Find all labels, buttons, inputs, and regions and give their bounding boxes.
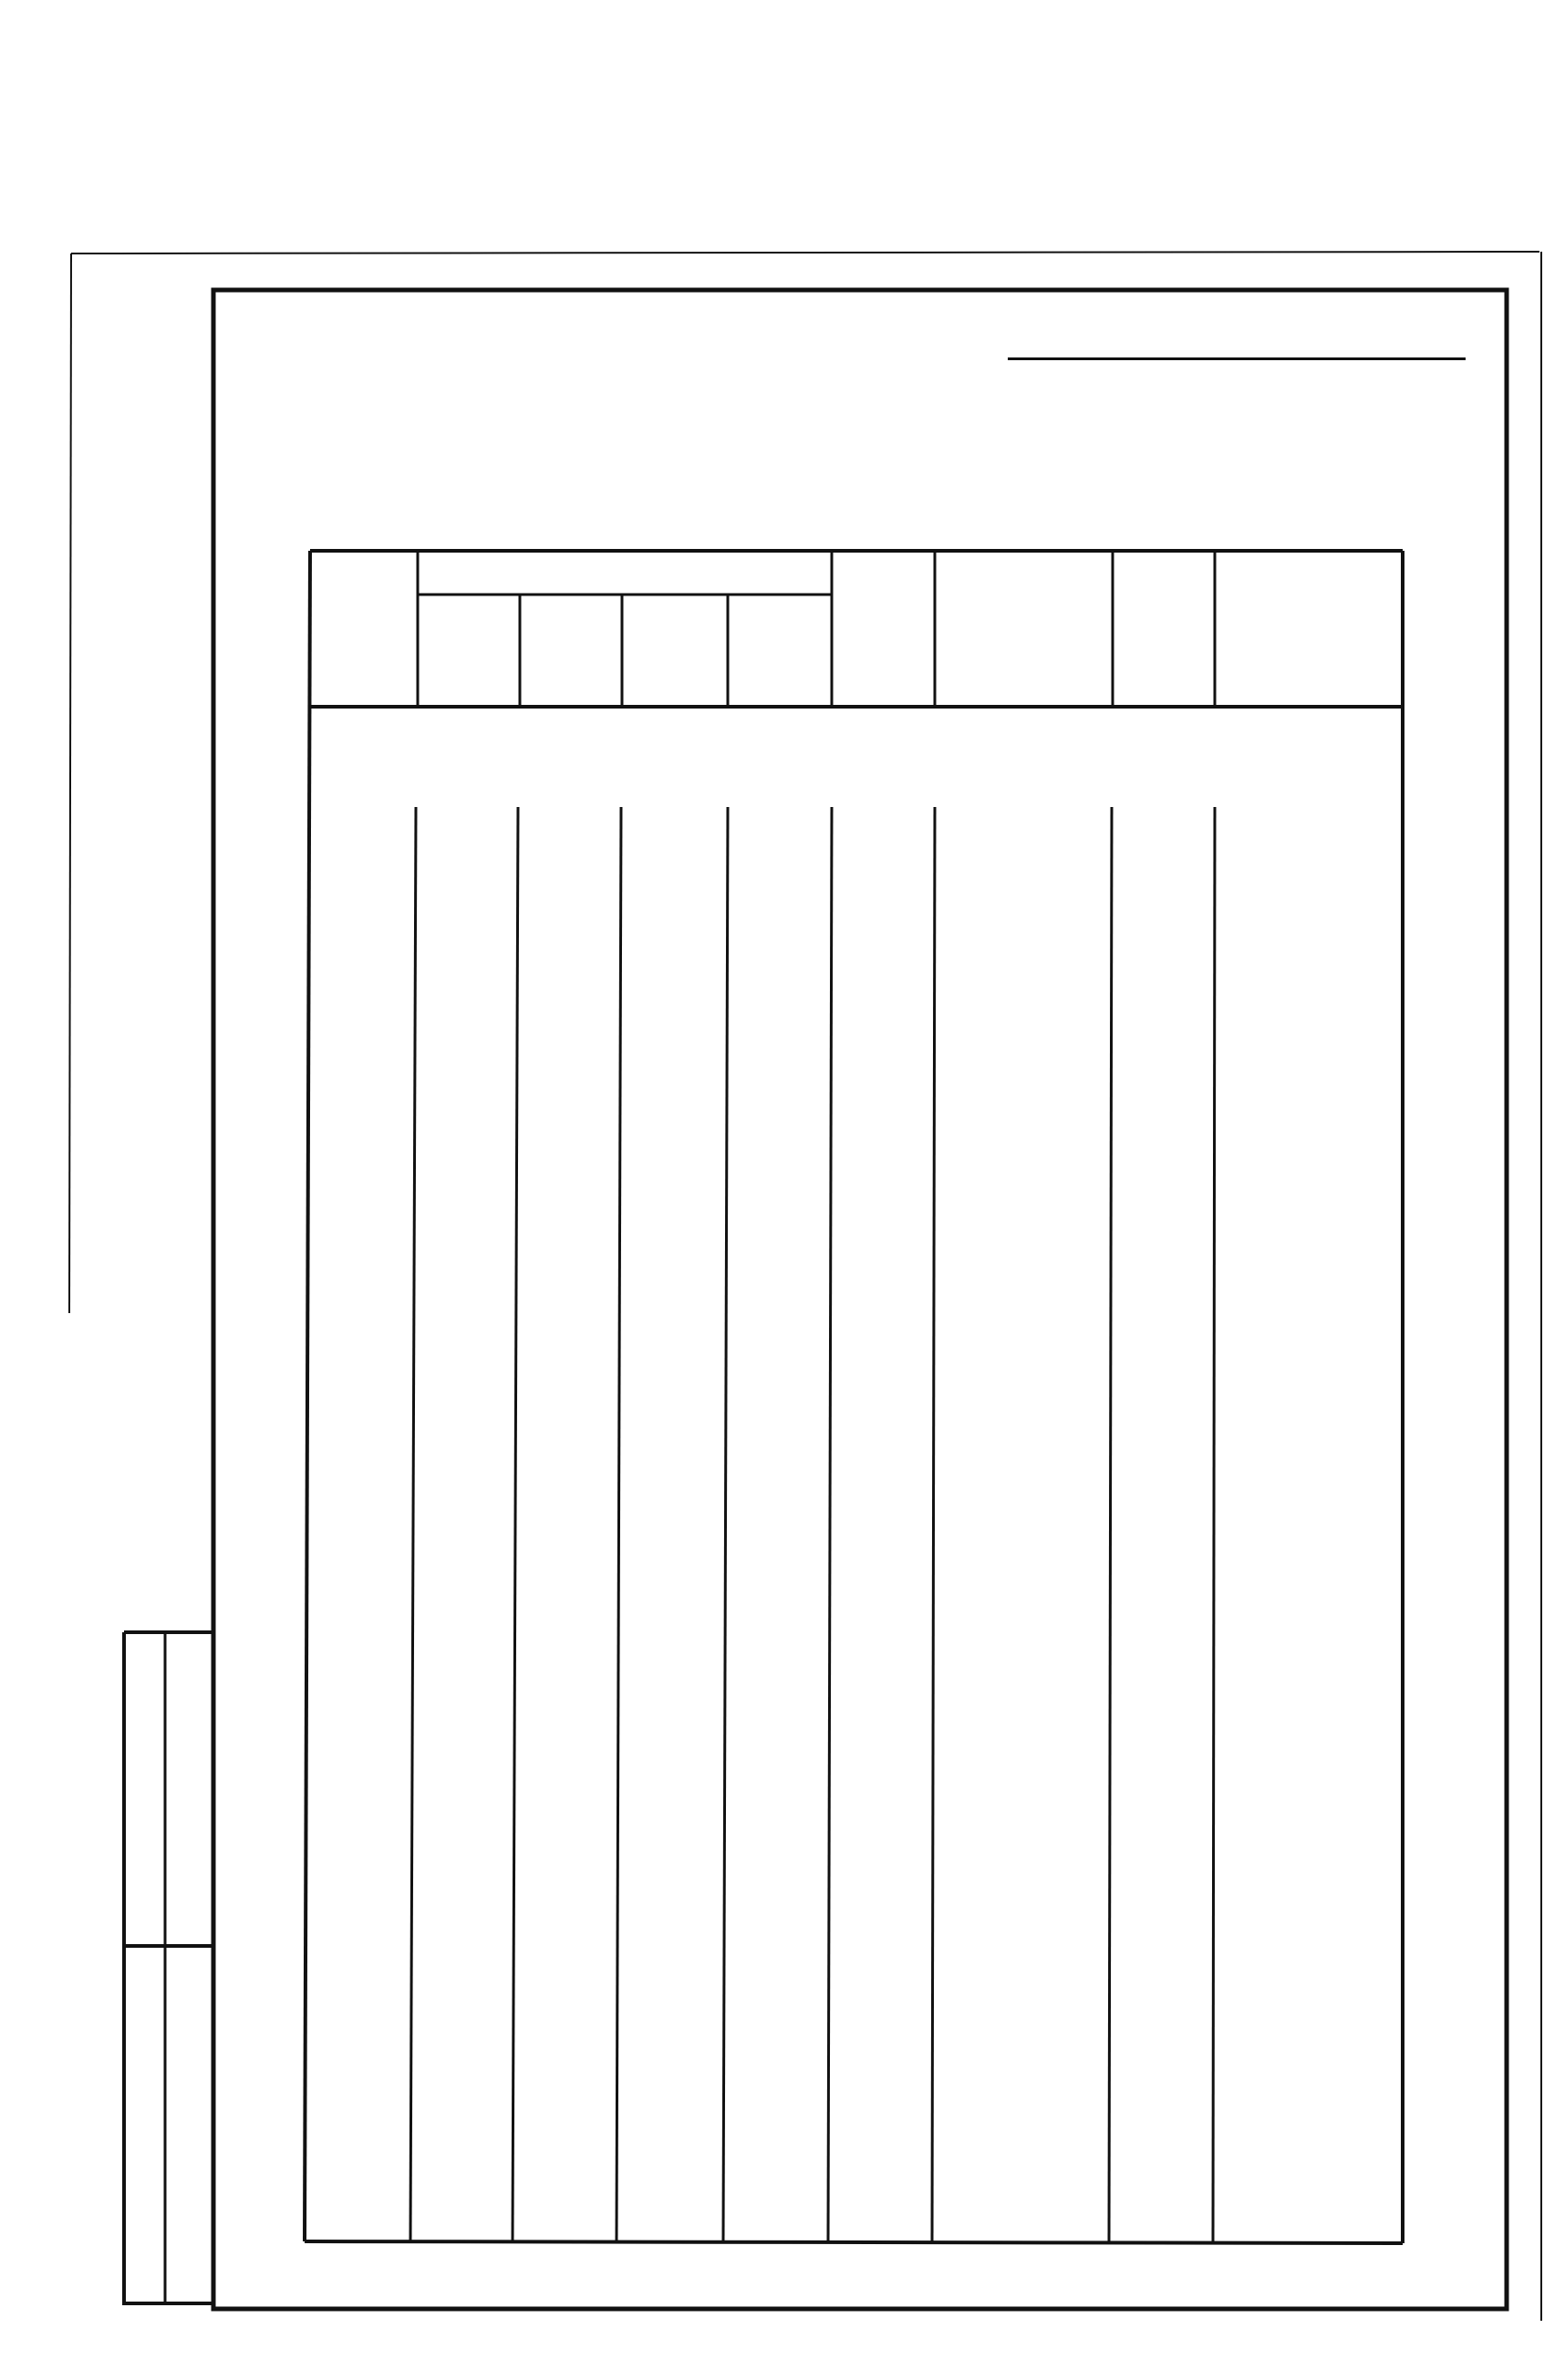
header-page-numbers xyxy=(418,551,832,595)
header-changed-pages xyxy=(418,595,520,707)
original-inventory-value xyxy=(168,1641,212,1942)
header-date xyxy=(1113,551,1215,707)
header-new-pages xyxy=(622,595,728,707)
header-change-number xyxy=(310,551,418,707)
duplicate-inventory-label xyxy=(126,1951,164,2302)
header-underline xyxy=(1008,357,1466,360)
header-notice-number xyxy=(832,551,935,707)
header-annulled-pages xyxy=(728,595,832,707)
header-replaced-pages xyxy=(520,595,622,707)
header-deadline xyxy=(1215,551,1403,707)
header-signature xyxy=(935,551,1113,707)
original-inventory-label xyxy=(168,1951,212,2302)
